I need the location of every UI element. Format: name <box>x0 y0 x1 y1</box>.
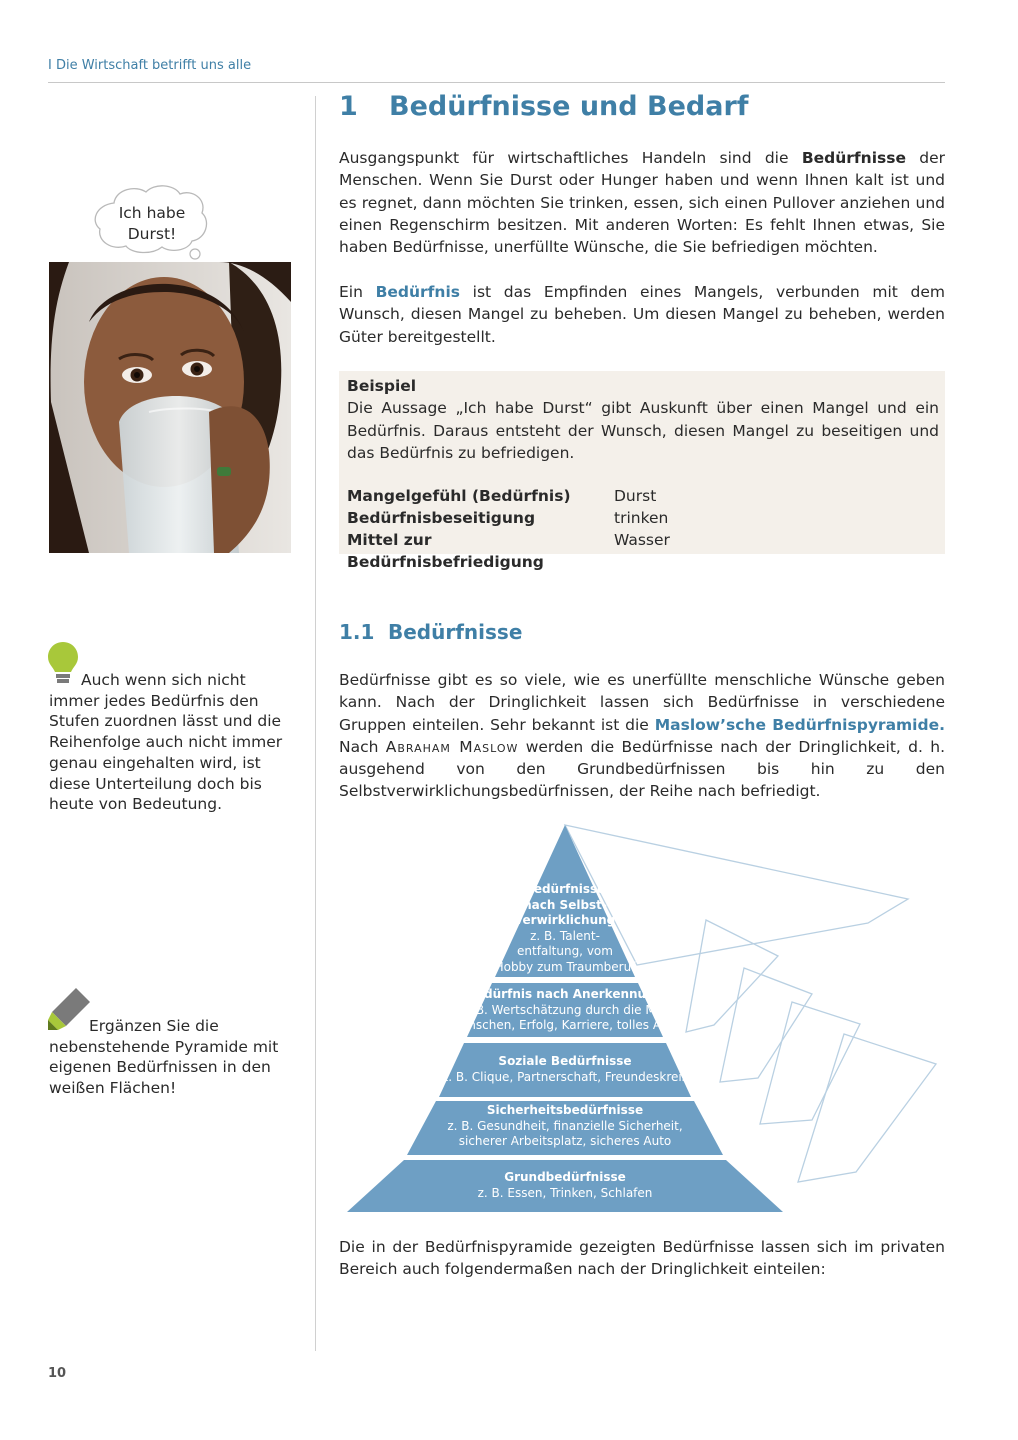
pyramid-line: z. B. Essen, Trinken, Schlafen <box>477 1185 653 1200</box>
intro-p1-text-2: der Menschen. Wenn Sie Durst oder Hunger haben und wenn Ihnen kalt ist und es regnet, dann möchten Sie trinken, essen, sich einen Pullover anziehen und einen Regenschirm besitzen. Mit anderen Worten: Es fehlt Ihnen etwas, Sie haben Bedürfnisse, unerfüllte Wünsche, die Sie befriedigen möchten. <box>339 149 945 257</box>
section-heading <box>339 620 522 644</box>
maslow-pyramid <box>340 820 945 1220</box>
example-row-label: Mangelgefühl (Bedürfnis) <box>347 487 571 505</box>
column-divider <box>315 96 316 1351</box>
example-row-label: Bedürfnisbeseitigung <box>347 509 536 527</box>
pyramid-label-1 <box>490 882 640 975</box>
pyramid-line: z. B. Clique, Partnerschaft, Freundeskreis <box>442 1069 688 1084</box>
example-row-value: Durst <box>614 487 657 505</box>
section-text-2: Nach <box>339 737 386 756</box>
pyramid-line: Hobby zum Traumberuf <box>494 959 636 974</box>
pyramid-title: Bedürfnis nach Anerkennung <box>466 987 664 1001</box>
page-number: 10 <box>48 1366 67 1381</box>
task-text: Ergänzen Sie die nebenstehende Pyramide mit eigenen Bedürfnissen in den weißen Flächen! <box>49 1017 279 1098</box>
example-row <box>347 529 670 573</box>
example-row <box>347 485 670 507</box>
author-name: Abraham Maslow <box>385 737 519 756</box>
pyramid-line: menschen, Erfolg, Karriere, tolles Auto <box>449 1018 681 1032</box>
pyramid-line: verwirklichung <box>514 913 616 927</box>
chapter-heading <box>339 91 749 122</box>
photo-woman-drinking <box>49 262 291 553</box>
pyramid-label-5 <box>380 1170 750 1201</box>
section-text-3: werden die Bedürfnisse nach der Dringlichkeit, d. h. ausgehend von den Grundbedürfnissen bis hin zu den Selbstverwirklichungsbedürfnissen, der Reihe nach befriedigt. <box>339 737 945 801</box>
intro-p1-text: Ausgangspunkt für wirtschaftliches Handeln sind die <box>339 149 802 167</box>
blank-face-4 <box>760 1002 860 1124</box>
speech-bubble-text <box>100 203 204 245</box>
pyramid-line: z. B. Wertschätzung durch die Mit- <box>461 1002 669 1017</box>
pyramid-title: Grundbedürfnisse <box>504 1170 626 1184</box>
example-row-value: Wasser <box>614 531 670 549</box>
pyramid-line: z. B. Talent- <box>530 928 600 943</box>
section-number: 1.1 <box>339 620 375 644</box>
pyramid-title: Soziale Bedürfnisse <box>498 1054 632 1068</box>
pyramid-title: Sicherheitsbedürfnisse <box>486 1103 644 1117</box>
example-row-value: trinken <box>614 509 669 527</box>
section-title: Bedürfnisse <box>388 620 523 644</box>
pyramid-label-2 <box>430 987 700 1034</box>
example-row-label: Mittel zur Bedürfnisbefriedigung <box>347 531 544 571</box>
section-paragraph <box>339 669 945 803</box>
pyramid-line: nach Selbst- <box>523 897 607 912</box>
maslow-term: Maslow’sche Bedürfnispyramide. <box>654 715 945 734</box>
speech-line-2: Durst! <box>127 225 177 243</box>
pyramid-label-4 <box>400 1103 730 1150</box>
pyramid-line: entfaltung, vom <box>517 944 613 958</box>
chapter-title: Bedürfnisse und Bedarf <box>389 91 749 122</box>
pyramid-title: Bedürfnisse <box>524 882 606 896</box>
speech-line-1: Ich habe <box>118 204 186 222</box>
section-text: Bedürfnisse gibt es so viele, wie es unerfüllte menschliche Wünsche geben kann. Nach der Dringlichkeit lassen sich Bedürfnisse in verschiedene Gruppen einteilen. Sehr bekannt ist die <box>339 671 945 734</box>
closing-paragraph: Die in der Bedürfnispyramide gezeigten Bedürfnisse lassen sich im privaten Bereich auch folgendermaßen nach der Dringlichkeit einteilen: <box>339 1238 945 1279</box>
pyramid-line: z. B. Gesundheit, finanzielle Sicherheit, <box>447 1118 683 1133</box>
example-row <box>347 507 670 529</box>
intro-paragraph-2 <box>339 281 945 348</box>
pyramid-label-3 <box>400 1054 730 1085</box>
definition-term: Bedürfnis <box>375 283 460 301</box>
pyramid-line: sicherer Arbeitsplatz, sicheres Auto <box>458 1134 672 1148</box>
running-header: I Die Wirtschaft betrifft uns alle <box>48 58 252 73</box>
tip-text: Auch wenn sich nicht immer jedes Bedürfnis den Stufen zuordnen lässt und die Reihenfolge auch nicht immer genau eingehalten wird, ist diese Unterteilung doch bis heute von Bedeutung. <box>49 671 283 814</box>
blank-face-3 <box>720 968 812 1082</box>
intro-p2-text-2: ist das Empfinden eines Mangels, verbunden mit dem Wunsch, diesen Mangel zu beheben. Um diesen Mangel zu beheben, werden Güter bereitgestellt. <box>339 283 945 346</box>
example-title: Beispiel <box>347 377 417 395</box>
intro-paragraph-1 <box>339 147 945 258</box>
example-table <box>347 485 670 573</box>
example-box <box>339 371 945 571</box>
intro-p1-bold: Bedürfnisse <box>801 149 906 167</box>
intro-p2-text: Ein <box>339 283 376 301</box>
header-rule <box>48 82 945 83</box>
chapter-number: 1 <box>339 91 358 122</box>
example-text: Die Aussage „Ich habe Durst“ gibt Auskunft über einen Mangel und ein Bedürfnis. Daraus entsteht der Wunsch, diesen Mangel zu beseitigen und das Bedürfnis zu befriedigen. <box>347 399 939 462</box>
